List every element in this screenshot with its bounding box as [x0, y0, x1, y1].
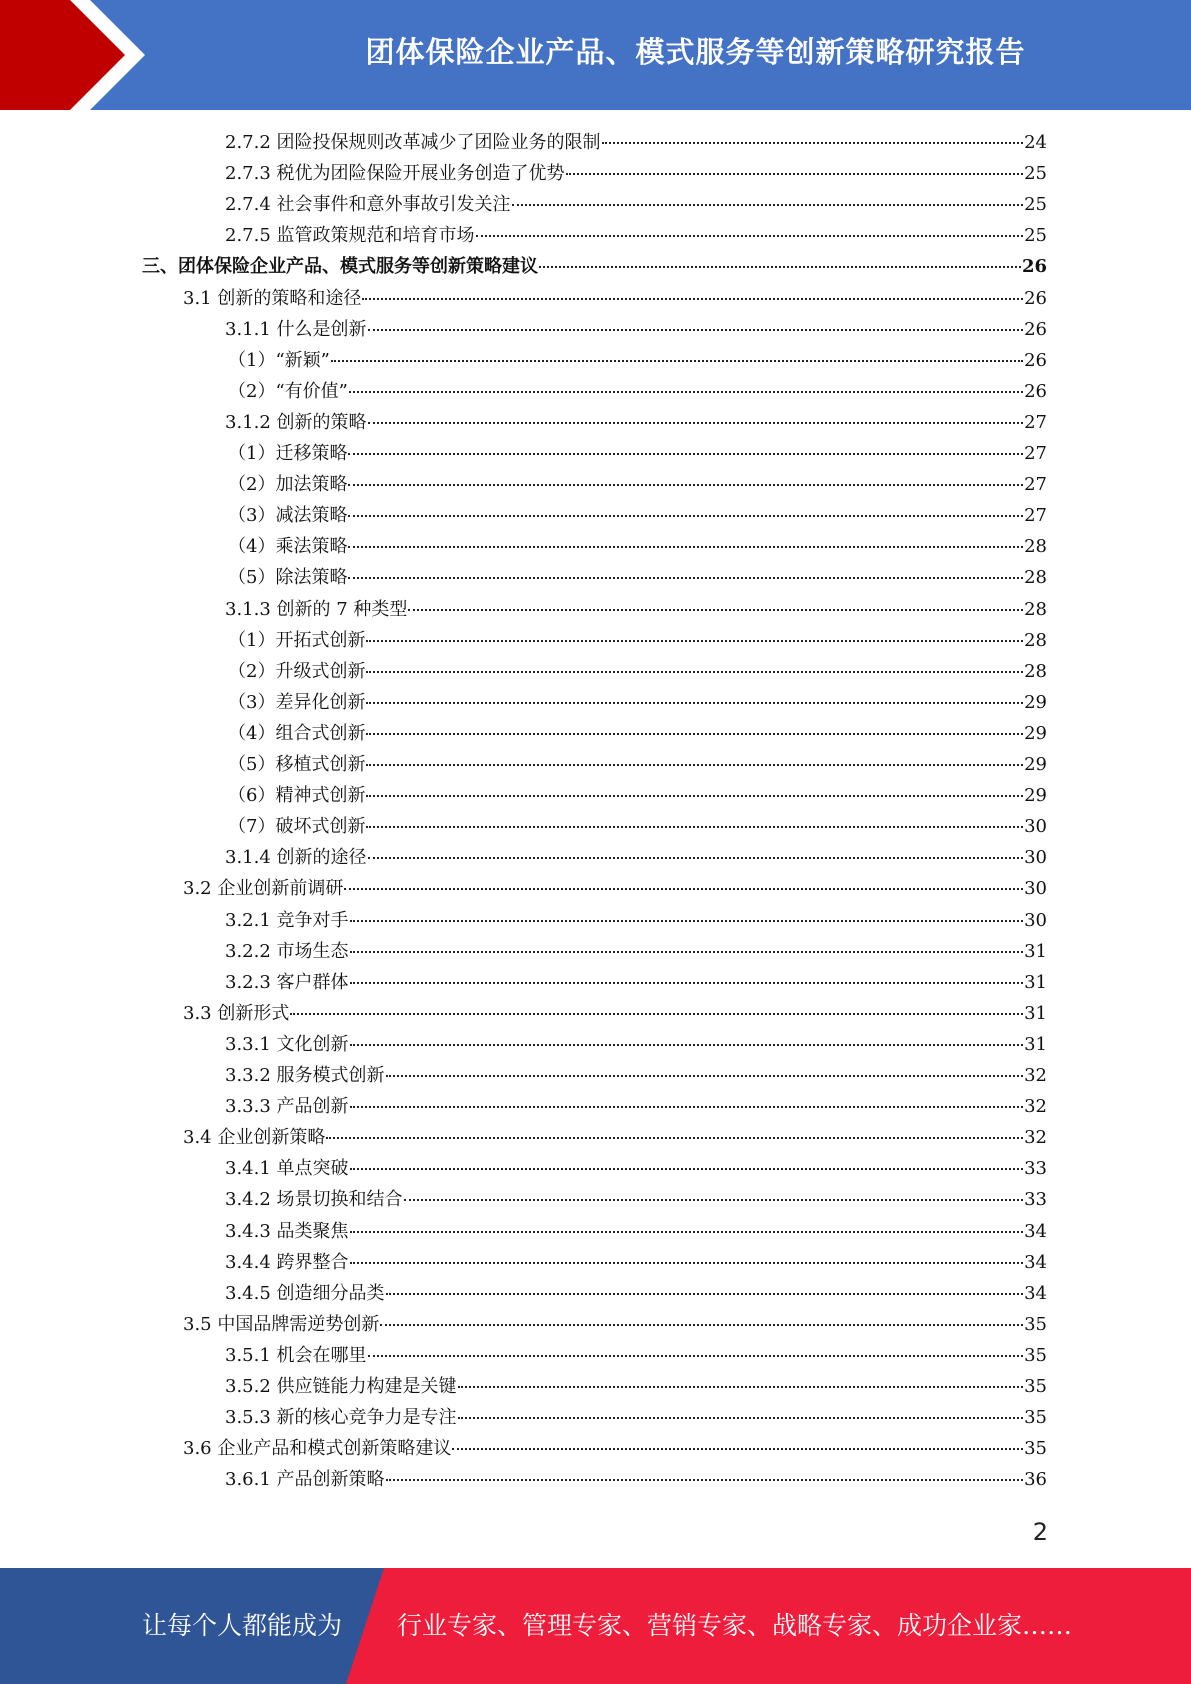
toc-entry-title: （7）破坏式创新 — [228, 816, 366, 838]
toc-entry[interactable] — [225, 1371, 1047, 1402]
toc-dot-leader — [348, 577, 1023, 579]
toc-entry-title: 3.3.1 文化创新 — [225, 1033, 349, 1055]
toc-entry-page: 25 — [1024, 194, 1047, 216]
toc-entry-page: 30 — [1024, 878, 1047, 900]
toc-entry[interactable] — [228, 749, 1047, 780]
toc-entry-title: （3）差异化创新 — [228, 691, 366, 713]
toc-dot-leader — [386, 1293, 1024, 1295]
toc-entry[interactable] — [225, 936, 1047, 967]
toc-dot-leader — [368, 1355, 1024, 1357]
toc-entry-page: 26 — [1024, 380, 1047, 402]
toc-entry-title: 3.5 中国品牌需逆势创新 — [183, 1313, 380, 1335]
toc-entry-page: 27 — [1024, 474, 1047, 496]
toc-dot-leader — [366, 702, 1023, 704]
toc-entry[interactable] — [228, 656, 1047, 687]
toc-entry-page: 31 — [1024, 1002, 1047, 1024]
toc-entry[interactable] — [228, 345, 1047, 376]
toc-entry[interactable] — [183, 1433, 1047, 1464]
toc-entry[interactable] — [228, 625, 1047, 656]
toc-dot-leader — [348, 546, 1023, 548]
toc-dot-leader — [349, 391, 1023, 393]
toc-entry-title: 3.4.5 创造细分品类 — [225, 1282, 385, 1304]
toc-dot-leader — [350, 1106, 1024, 1108]
toc-dot-leader — [344, 888, 1023, 890]
toc-entry[interactable] — [225, 127, 1047, 158]
toc-entry-title: 3.2.1 竞争对手 — [225, 909, 349, 931]
toc-entry[interactable] — [142, 251, 1047, 282]
toc-entry[interactable] — [183, 1309, 1047, 1340]
toc-entry[interactable] — [228, 718, 1047, 749]
toc-entry[interactable] — [225, 1340, 1047, 1371]
toc-entry-title: 3.1.1 什么是创新 — [225, 318, 367, 340]
toc-entry-title: （5）除法策略 — [228, 567, 348, 589]
toc-entry-page: 26 — [1024, 318, 1047, 340]
toc-entry-title: （1）“新颖” — [228, 349, 330, 371]
toc-entry-title: 3.5.2 供应链能力构建是关键 — [225, 1376, 457, 1397]
toc-entry[interactable] — [183, 1122, 1047, 1153]
toc-entry[interactable] — [225, 905, 1047, 936]
toc-entry-page: 31 — [1024, 940, 1047, 962]
toc-dot-leader — [366, 733, 1023, 735]
toc-entry[interactable] — [225, 594, 1047, 625]
toc-dot-leader — [290, 1013, 1023, 1015]
toc-entry[interactable] — [228, 469, 1047, 500]
toc-entry-title: 3.5.1 机会在哪里 — [225, 1344, 367, 1366]
toc-entry-page: 35 — [1024, 1376, 1047, 1397]
toc-entry-title: 3.5.3 新的核心竞争力是专注 — [225, 1407, 457, 1429]
toc-entry-page: 28 — [1024, 660, 1047, 682]
toc-entry-page: 28 — [1024, 567, 1047, 589]
toc-entry-page: 31 — [1024, 971, 1047, 993]
toc-dot-leader — [386, 1479, 1024, 1481]
toc-entry[interactable] — [225, 1091, 1047, 1122]
toc-entry-page: 28 — [1024, 536, 1047, 558]
toc-entry-page: 28 — [1024, 629, 1047, 651]
toc-entry-title: （2）加法策略 — [228, 474, 348, 496]
footer-slogan-right: 行业专家、管理专家、营销专家、战略专家、成功企业家…… — [397, 1611, 1073, 1640]
toc-dot-leader — [566, 173, 1024, 175]
toc-entry[interactable] — [228, 500, 1047, 531]
toc-dot-leader — [452, 1448, 1023, 1450]
toc-entry-page: 26 — [1024, 349, 1047, 371]
toc-dot-leader — [350, 1231, 1024, 1233]
page-header — [0, 0, 1191, 110]
toc-entry-page: 35 — [1024, 1313, 1047, 1335]
toc-dot-leader — [380, 1324, 1023, 1326]
toc-entry[interactable] — [225, 1464, 1047, 1495]
toc-entry-page: 29 — [1024, 785, 1047, 807]
toc-entry-page: 28 — [1024, 598, 1047, 620]
toc-dot-leader — [350, 982, 1024, 984]
toc-entry-page: 26 — [1021, 256, 1047, 278]
toc-dot-leader — [368, 329, 1024, 331]
toc-dot-leader — [348, 453, 1023, 455]
toc-entry-page: 30 — [1024, 909, 1047, 931]
toc-entry-page: 33 — [1024, 1189, 1047, 1211]
toc-entry[interactable] — [225, 314, 1047, 345]
toc-entry-title: 3.3 创新形式 — [183, 1002, 290, 1024]
toc-entry[interactable] — [225, 1184, 1047, 1215]
toc-dot-leader — [350, 1044, 1024, 1046]
toc-dot-leader — [408, 609, 1023, 611]
toc-entry-title: 2.7.3 税优为团险保险开展业务创造了优势 — [225, 163, 565, 185]
toc-entry-title: 3.4.4 跨界整合 — [225, 1251, 349, 1273]
toc-entry-page: 34 — [1024, 1220, 1047, 1242]
toc-entry-title: 2.7.5 监管政策规范和培育市场 — [225, 225, 475, 247]
toc-entry-title: （2）升级式创新 — [228, 660, 366, 682]
toc-entry-title: （6）精神式创新 — [228, 785, 366, 807]
toc-entry[interactable] — [225, 1216, 1047, 1247]
toc-entry-page: 27 — [1024, 443, 1047, 464]
toc-dot-leader — [331, 360, 1023, 362]
toc-dot-leader — [366, 795, 1023, 797]
toc-entry[interactable] — [225, 158, 1047, 189]
toc-entry-title: （1）开拓式创新 — [228, 629, 366, 651]
toc-dot-leader — [366, 826, 1023, 828]
toc-entry-title: 3.6.1 产品创新策略 — [225, 1469, 385, 1491]
toc-dot-leader — [368, 857, 1024, 859]
toc-entry[interactable] — [225, 1402, 1047, 1433]
footer-slogan-left: 让每个人都能成为 — [142, 1611, 343, 1640]
toc-entry-title: 2.7.2 团险投保规则改革减少了团险业务的限制 — [225, 132, 601, 153]
toc-entry[interactable] — [228, 687, 1047, 718]
toc-entry-page: 29 — [1024, 691, 1047, 713]
toc-entry-page: 29 — [1024, 754, 1047, 775]
toc-entry-title: 3.6 企业产品和模式创新策略建议 — [183, 1438, 452, 1460]
toc-entry-title: 3.1.4 创新的途径 — [225, 847, 367, 869]
toc-entry-page: 25 — [1024, 163, 1047, 185]
toc-entry[interactable] — [225, 189, 1047, 220]
toc-entry-title: （3）减法策略 — [228, 505, 348, 527]
header-arrow-decoration — [0, 0, 150, 110]
toc-entry-title: 3.1 创新的策略和途径 — [183, 287, 362, 309]
toc-entry[interactable] — [225, 1247, 1047, 1278]
toc-dot-leader — [350, 920, 1024, 922]
toc-entry-page: 30 — [1024, 816, 1047, 838]
toc-entry-page: 31 — [1024, 1033, 1047, 1055]
toc-entry[interactable] — [225, 1060, 1047, 1091]
toc-entry-title: （5）移植式创新 — [228, 754, 366, 775]
toc-entry-title: 3.2 企业创新前调研 — [183, 878, 344, 900]
toc-entry-title: 2.7.4 社会事件和意外事故引发关注 — [225, 194, 511, 216]
toc-entry-page: 27 — [1024, 505, 1047, 527]
toc-dot-leader — [476, 235, 1024, 237]
toc-entry-title: （2）“有价值” — [228, 380, 348, 402]
toc-dot-leader — [458, 1386, 1024, 1388]
toc-dot-leader — [348, 484, 1023, 486]
toc-entry-title: （4）乘法策略 — [228, 536, 348, 558]
toc-entry[interactable] — [225, 1153, 1047, 1184]
toc-entry[interactable] — [228, 438, 1047, 469]
toc-dot-leader — [350, 1262, 1024, 1264]
toc-entry-page: 32 — [1024, 1096, 1047, 1118]
toc-entry[interactable] — [228, 562, 1047, 593]
toc-entry-title: 3.4 企业创新策略 — [183, 1127, 326, 1149]
toc-entry-page: 24 — [1024, 132, 1047, 153]
page-number: 2 — [1032, 1518, 1048, 1546]
toc-entry[interactable] — [228, 531, 1047, 562]
toc-dot-leader — [458, 1417, 1024, 1419]
toc-dot-leader — [350, 951, 1024, 953]
toc-entry[interactable] — [183, 998, 1047, 1029]
toc-entry[interactable] — [228, 811, 1047, 842]
toc-entry-title: 3.2.2 市场生态 — [225, 940, 349, 962]
toc-entry-page: 33 — [1024, 1158, 1047, 1180]
toc-entry[interactable] — [225, 842, 1047, 873]
toc-entry-title: 3.2.3 客户群体 — [225, 971, 349, 993]
toc-entry[interactable] — [225, 220, 1047, 251]
toc-entry-title: （4）组合式创新 — [228, 722, 366, 744]
toc-dot-leader — [326, 1137, 1023, 1139]
toc-entry-page: 25 — [1024, 225, 1047, 247]
toc-entry-title: 3.4.1 单点突破 — [225, 1158, 349, 1180]
toc-entry-page: 30 — [1024, 847, 1047, 869]
page-footer — [0, 1568, 1191, 1684]
toc-entry-page: 35 — [1024, 1344, 1047, 1366]
toc-dot-leader — [539, 266, 1021, 268]
toc-dot-leader — [404, 1199, 1024, 1201]
toc-entry[interactable] — [183, 873, 1047, 904]
toc-entry[interactable] — [183, 283, 1047, 314]
toc-entry[interactable] — [228, 780, 1047, 811]
toc-entry[interactable] — [225, 1278, 1047, 1309]
toc-entry-page: 36 — [1024, 1469, 1047, 1491]
toc-entry-page: 32 — [1024, 1065, 1047, 1086]
toc-dot-leader — [366, 764, 1023, 766]
toc-entry-page: 29 — [1024, 722, 1047, 744]
toc-dot-leader — [386, 1075, 1024, 1077]
toc-entry-title: 3.1.2 创新的策略 — [225, 411, 367, 433]
toc-entry[interactable] — [225, 967, 1047, 998]
toc-dot-leader — [368, 422, 1024, 424]
toc-entry-title: 3.4.2 场景切换和结合 — [225, 1189, 403, 1211]
toc-dot-leader — [348, 515, 1023, 517]
toc-entry-page: 34 — [1024, 1282, 1047, 1304]
toc-entry-page: 32 — [1024, 1127, 1047, 1149]
toc-dot-leader — [366, 640, 1023, 642]
toc-dot-leader — [512, 204, 1024, 206]
toc-entry-title: （1）迁移策略 — [228, 443, 348, 464]
toc-entry-page: 27 — [1024, 411, 1047, 433]
toc-entry-page: 35 — [1024, 1407, 1047, 1429]
toc-entry[interactable] — [228, 376, 1047, 407]
toc-dot-leader — [362, 298, 1023, 300]
toc-dot-leader — [350, 1168, 1024, 1170]
toc-entry-title: 三、团体保险企业产品、模式服务等创新策略建议 — [142, 256, 538, 278]
toc-entry-title: 3.3.2 服务模式创新 — [225, 1065, 385, 1086]
toc-entry-title: 3.4.3 品类聚焦 — [225, 1220, 349, 1242]
toc-entry-page: 34 — [1024, 1251, 1047, 1273]
toc-entry[interactable] — [225, 1029, 1047, 1060]
toc-entry-page: 35 — [1024, 1438, 1047, 1460]
toc-dot-leader — [366, 671, 1023, 673]
toc-entry[interactable] — [225, 407, 1047, 438]
report-title: 团体保险企业产品、模式服务等创新策略研究报告 — [365, 34, 1026, 69]
toc-entry-title: 3.1.3 创新的 7 种类型 — [225, 598, 408, 620]
toc-entry-page: 26 — [1024, 287, 1047, 309]
toc-entry-title: 3.3.3 产品创新 — [225, 1096, 349, 1118]
toc-dot-leader — [602, 142, 1024, 144]
